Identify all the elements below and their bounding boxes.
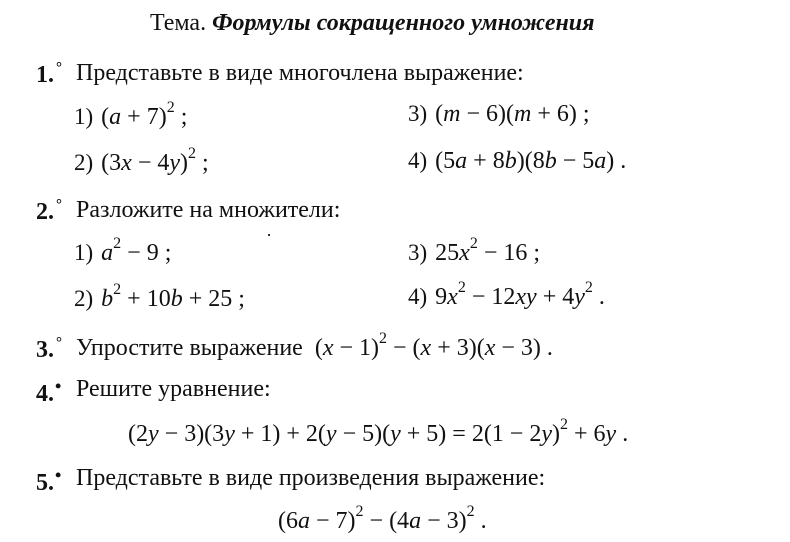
task-1-number: 1. ° <box>36 60 62 88</box>
task-4-equation: $(2y - 3)(3y + 1) + 2(y - 5)(y + 5) = 2(1 - 2y)^2 + 6y$ . <box>128 416 629 447</box>
scan-speck <box>268 234 270 236</box>
task-1-text: Представьте в виде многочлена выражение: <box>76 60 524 86</box>
task-4-text: Решите уравнение: <box>76 376 271 402</box>
math-expression: (m − 6)(m + 6) ; <box>435 101 590 127</box>
math-expression: $9x^2 - 12xy + 4y^2$ . <box>435 279 605 310</box>
math-expression: $(a + 7)^2$ ; <box>101 99 188 130</box>
task-2-item-3: 3) $25x^2 - 16$ ; <box>408 235 541 266</box>
task-2-text: Разложите на множители: <box>76 197 341 223</box>
task-1-item-3: 3) (m − 6)(m + 6) ; <box>408 101 590 127</box>
math-expression: $25x^2 - 16$ ; <box>435 235 541 266</box>
title-lead: Тема. <box>150 10 207 36</box>
task-2-number: 2. ° <box>36 197 62 225</box>
title-topic: Формулы сокращенного умножения <box>212 10 595 36</box>
task-1-item-4: 4) (5a + 8b)(8b − 5a) . <box>408 148 627 174</box>
math-expression: $b^2 + 10b + 25$ ; <box>101 281 245 312</box>
task-5-number: 5.• <box>36 465 62 496</box>
task-1-item-2: 2) $(3x - 4y)^2$ ; <box>74 145 209 176</box>
task-1-item-1: 1) $(a + 7)^2$ ; <box>74 99 188 130</box>
task-2-item-1: 1) $a^2 - 9$ ; <box>74 235 172 266</box>
math-expression: $(x - 1)^2 - (x + 3)(x - 3)$ . <box>314 330 553 361</box>
task-5-text: Представьте в виде произведения выражение: <box>76 465 546 491</box>
math-expression: $(3x - 4y)^2$ ; <box>101 145 209 176</box>
task-3-text: Упростите выражение $(x - 1)^2 - (x + 3)(x - 3)$ . <box>76 330 553 361</box>
task-4-number: 4.• <box>36 376 62 407</box>
difficulty-mark: ° <box>56 335 62 351</box>
math-expression: $a^2 - 9$ ; <box>101 235 172 266</box>
difficulty-mark: ° <box>56 197 62 213</box>
task-5-expression: $(6a - 7)^2 - (4a - 3)^2$ . <box>278 503 487 534</box>
difficulty-mark: ° <box>56 60 62 76</box>
page-title <box>150 10 595 37</box>
difficulty-mark: • <box>55 465 62 485</box>
task-2-item-4: 4) $9x^2 - 12xy + 4y^2$ . <box>408 279 605 310</box>
math-expression: (5a + 8b)(8b − 5a) . <box>435 148 627 174</box>
difficulty-mark: • <box>55 376 62 396</box>
task-2-item-2: 2) $b^2 + 10b + 25$ ; <box>74 281 245 312</box>
task-3-number: 3. ° <box>36 335 62 363</box>
